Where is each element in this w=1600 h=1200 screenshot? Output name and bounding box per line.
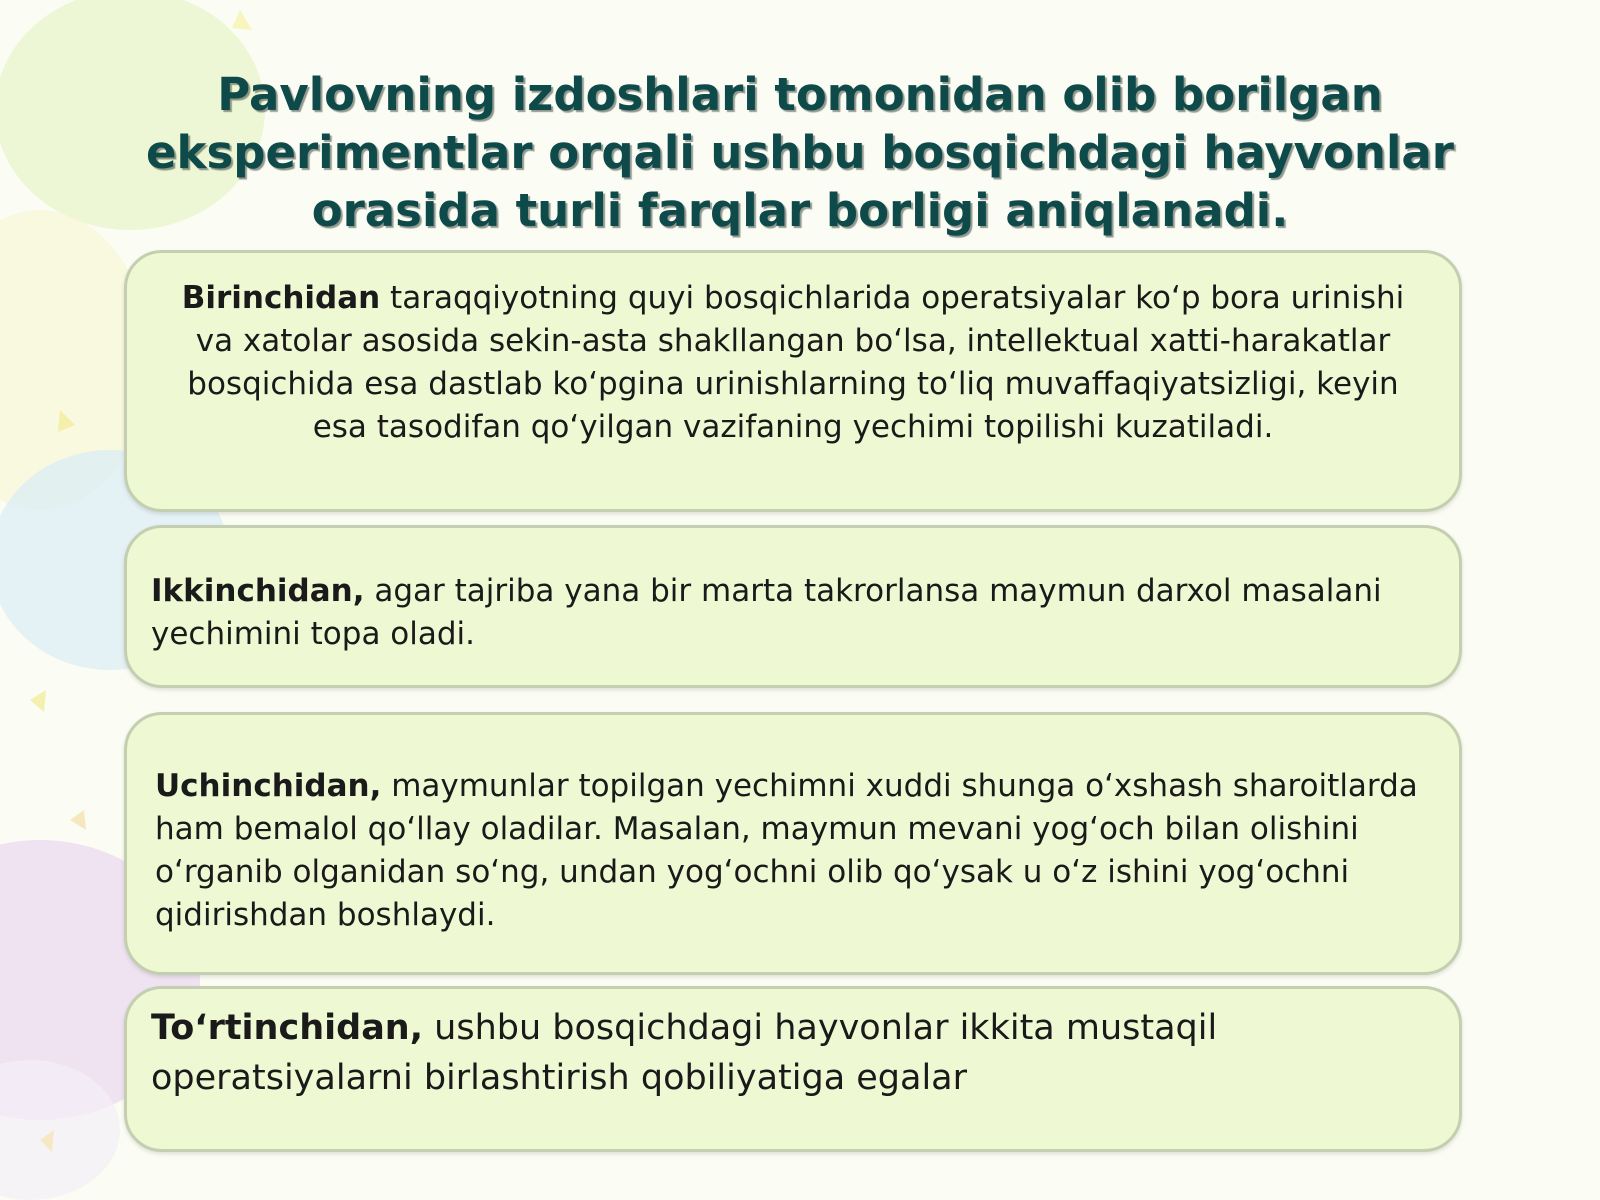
point-text-1: taraqqiyotning quyi bosqichlarida operatsiyalar ko‘p bora urinishi va xatolar asosida sekin-asta shakllangan bo‘lsa, intellektual xatti-harakatlar bosqichida esa dastlab ko‘pgina urinishlarning to‘liq muvaffaqiyatsizligi, keyin esa tasodifan qo‘yilgan vazifaning yechimi topilishi kuzatiladi. [187,280,1405,445]
point-text-3: maymunlar topilgan yechimni xuddi shunga o‘xshash sharoitlarda ham bemalol qo‘llay oladilar. Masalan, maymun mevani yog‘och bilan olishini o‘rganib olganidan so‘ng, undan yog‘ochni olib qo‘ysak u o‘z ishini yog‘ochni qidirishdan boshlaydi. [155,768,1418,933]
point-card-4 [124,986,1462,1152]
point-lead-3: Uchinchidan, [155,768,382,804]
point-text-4: ushbu bosqichdagi hayvonlar ikkita mustaqil operatsiyalarni birlashtirish qobiliyatiga egalar [151,1008,1218,1098]
point-lead-2: Ikkinchidan, [151,573,365,609]
point-lead-4: To‘rtinchidan, [151,1008,424,1048]
point-card-1 [124,250,1462,512]
point-card-3 [124,712,1462,975]
point-lead-1: Birinchidan [181,280,381,316]
point-card-2 [124,525,1462,688]
point-text-2: agar tajriba yana bir marta takrorlansa maymun darxol masalani yechimini topa oladi. [151,573,1382,652]
slide-title: Pavlovning izdoshlari tomonidan olib borilgan eksperimentlar orqali ushbu bosqichdagi hayvonlar orasida turli farqlar borligi aniqlanadi. [146,68,1454,237]
